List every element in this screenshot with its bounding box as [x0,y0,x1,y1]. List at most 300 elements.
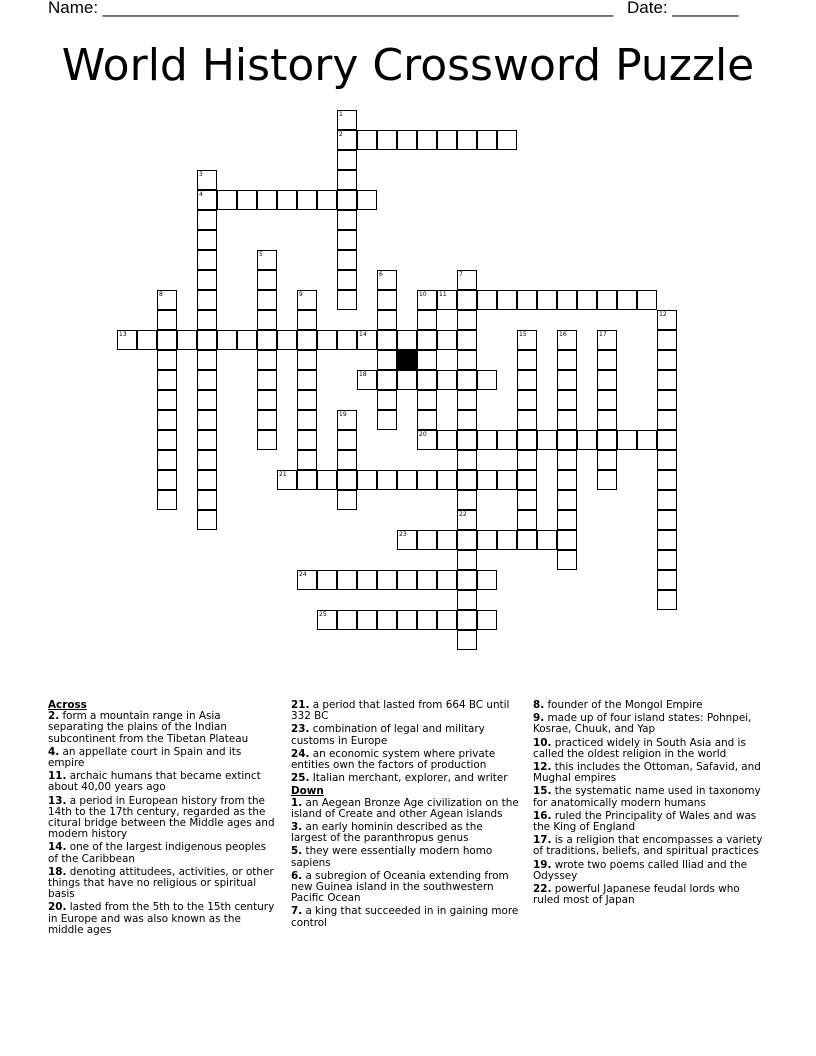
crossword-cell[interactable] [337,230,357,250]
crossword-cell[interactable] [157,470,177,490]
clue-text: ruled the Principality of Wales and was the King of England [533,809,757,834]
crossword-cell[interactable] [197,370,217,390]
crossword-cell[interactable] [197,230,217,250]
crossword-cell[interactable] [377,310,397,330]
crossword-cell[interactable] [517,530,537,550]
crossword-cell[interactable] [577,430,597,450]
crossword-cell[interactable] [317,610,337,630]
crossword-cell[interactable] [657,590,677,610]
crossword-cell[interactable] [297,310,317,330]
crossword-cell[interactable] [457,630,477,650]
crossword-cell[interactable] [657,490,677,510]
crossword-cell[interactable] [657,450,677,470]
crossword-cell[interactable] [417,470,437,490]
crossword-cell[interactable] [197,350,217,370]
clue-text: this includes the Ottoman, Safavid, and Mughal empires [533,761,761,785]
crossword-cell[interactable] [297,330,317,350]
crossword-cell[interactable] [637,290,657,310]
clue-number: 16 [559,331,567,338]
crossword-cell[interactable] [657,410,677,430]
crossword-cell[interactable] [337,410,357,430]
crossword-cell[interactable] [157,310,177,330]
crossword-cell[interactable] [337,170,357,190]
crossword-cell[interactable] [197,270,217,290]
crossword-cell[interactable] [157,370,177,390]
crossword-cell[interactable] [377,290,397,310]
crossword-cell[interactable] [197,450,217,470]
clue-number-label: 9. [533,712,545,725]
clue-text: an economic system where private entities own the factors of production [291,747,496,772]
crossword-cell[interactable] [557,370,577,390]
crossword-cell[interactable] [337,450,357,470]
clue-number-label: 13. [48,794,67,807]
clue-number-label: 24. [291,747,310,760]
clue-number-label: 7. [291,905,303,918]
crossword-cell[interactable] [337,210,357,230]
crossword-cell[interactable] [537,530,557,550]
crossword-cell[interactable] [297,190,317,210]
crossword-cell[interactable] [157,410,177,430]
crossword-cell[interactable] [397,530,417,550]
crossword-cell[interactable] [417,330,437,350]
crossword-cell[interactable] [257,270,277,290]
crossword-cell[interactable] [337,250,357,270]
crossword-cell[interactable] [277,190,297,210]
crossword-cell[interactable] [257,430,277,450]
crossword-cell[interactable] [337,270,357,290]
crossword-cell[interactable] [497,130,517,150]
crossword-cell[interactable] [297,390,317,410]
crossword-cell[interactable] [557,510,577,530]
crossword-cell[interactable] [417,310,437,330]
crossword-cell[interactable] [197,170,217,190]
crossword-cell[interactable] [157,290,177,310]
clue-text: a period in European history from the 14th to the 17th century, regarded as the citural bridge between the Middle ages and modern history [48,794,275,841]
clue-number-label: 20. [48,901,67,914]
crossword-cell[interactable] [377,350,397,370]
crossword-cell[interactable] [217,330,237,350]
clue-text: they were essentially modern homo sapiens [291,845,493,869]
crossword-cell[interactable] [377,570,397,590]
crossword-cell[interactable] [497,290,517,310]
crossword-cell[interactable] [337,610,357,630]
clue-text: powerful Japanese feudal lords who ruled most of Japan [533,883,740,907]
clue-number-label: 14. [48,841,67,854]
crossword-cell[interactable] [277,330,297,350]
crossword-cell[interactable] [457,530,477,550]
crossword-cell[interactable] [157,490,177,510]
crossword-cell[interactable] [437,610,457,630]
clue-number: 9 [299,291,303,298]
crossword-cell[interactable] [657,570,677,590]
crossword-cell[interactable] [397,130,417,150]
clue-item [291,822,519,844]
crossword-cell[interactable] [297,430,317,450]
crossword-cell[interactable] [657,390,677,410]
crossword-cell[interactable] [337,110,357,130]
crossword-cell[interactable] [297,370,317,390]
crossword-cell[interactable] [237,190,257,210]
crossword-cell[interactable] [597,350,617,370]
crossword-cell[interactable] [117,330,137,350]
crossword-cell[interactable] [317,570,337,590]
clue-item [48,711,276,745]
crossword-cell[interactable] [457,310,477,330]
clue-number: 3 [199,171,203,178]
crossword-cell[interactable] [417,570,437,590]
clue-item [533,786,765,808]
crossword-cell[interactable] [557,450,577,470]
crossword-cell[interactable] [497,430,517,450]
crossword-cell[interactable] [337,470,357,490]
crossword-cell[interactable] [457,130,477,150]
crossword-cell[interactable] [477,570,497,590]
crossword-cell[interactable] [457,270,477,290]
crossword-cell[interactable] [437,530,457,550]
crossword-cell[interactable] [457,510,477,530]
crossword-cell[interactable] [397,370,417,390]
crossword-cell[interactable] [557,490,577,510]
crossword-cell[interactable] [557,350,577,370]
crossword-cell[interactable] [337,190,357,210]
crossword-cell[interactable] [357,330,377,350]
crossword-cell[interactable] [357,610,377,630]
clue-number-label: 4. [48,745,60,758]
crossword-cell[interactable] [257,410,277,430]
crossword-cell[interactable] [197,310,217,330]
crossword-cell[interactable] [417,610,437,630]
crossword-cell[interactable] [597,410,617,430]
crossword-cell[interactable] [657,510,677,530]
crossword-cell[interactable] [197,190,217,210]
crossword-cell[interactable] [157,430,177,450]
crossword-cell[interactable] [337,570,357,590]
crossword-cell[interactable] [257,390,277,410]
crossword-cell[interactable] [657,370,677,390]
clue-text: a king that succeeded in in gaining more control [291,905,519,929]
crossword-cell[interactable] [657,330,677,350]
crossword-cell[interactable] [397,610,417,630]
crossword-cell[interactable] [337,330,357,350]
crossword-cell[interactable] [437,470,457,490]
crossword-cell[interactable] [657,430,677,450]
crossword-cell[interactable] [317,330,337,350]
crossword-cell[interactable] [557,410,577,430]
crossword-cell[interactable] [397,330,417,350]
crossword-cell[interactable] [497,470,517,490]
crossword-cell[interactable] [197,410,217,430]
crossword-cell[interactable] [197,430,217,450]
crossword-cell[interactable] [477,470,497,490]
crossword-cell[interactable] [657,310,677,330]
crossword-cell[interactable] [157,390,177,410]
clue-number: 20 [419,431,427,438]
crossword-cell[interactable] [537,290,557,310]
crossword-cell[interactable] [297,410,317,430]
crossword-cell[interactable] [257,370,277,390]
crossword-cell[interactable] [597,370,617,390]
crossword-cell[interactable] [557,470,577,490]
crossword-cell[interactable] [377,610,397,630]
crossword-cell[interactable] [517,470,537,490]
clues-column-1 [48,700,276,938]
crossword-cell[interactable] [237,330,257,350]
crossword-cell[interactable] [477,610,497,630]
crossword-cell[interactable] [157,330,177,350]
crossword-cell[interactable] [337,430,357,450]
crossword-cell[interactable] [277,470,297,490]
clue-text: archaic humans that became extinct about 40,00 years ago [48,770,261,794]
name-field[interactable]: Name: ______________________________________________________ [48,0,614,17]
crossword-cell[interactable] [437,430,457,450]
clue-number: 22 [459,511,467,518]
crossword-cell[interactable] [657,470,677,490]
crossword-cell[interactable] [257,350,277,370]
clue-number: 6 [379,271,383,278]
crossword-cell[interactable] [557,530,577,550]
crossword-cell[interactable] [357,570,377,590]
clue-number: 25 [319,611,327,618]
crossword-cell[interactable] [457,610,477,630]
clue-item [48,796,276,841]
crossword-cell[interactable] [197,290,217,310]
clue-text: a subregion of Oceania extending from new Guinea island in the southwestern Pacific Ocean [291,869,509,905]
crossword-cell[interactable] [357,130,377,150]
crossword-cell[interactable] [517,370,537,390]
crossword-cell[interactable] [197,510,217,530]
crossword-cell[interactable] [477,530,497,550]
crossword-cell[interactable] [477,430,497,450]
crossword-cell[interactable] [557,330,577,350]
clue-number-label: 11. [48,770,67,783]
clue-number: 2 [339,131,343,138]
clue-number-label: 5. [291,845,303,858]
crossword-cell[interactable] [637,430,657,450]
crossword-cell[interactable] [417,410,437,430]
crossword-cell[interactable] [257,250,277,270]
clue-number-label: 19. [533,858,552,871]
crossword-cell[interactable] [297,350,317,370]
crossword-cell[interactable] [257,290,277,310]
crossword-cell[interactable] [517,350,537,370]
clue-item [291,798,519,820]
clue-item [48,747,276,769]
crossword-cell[interactable] [517,430,537,450]
crossword-cell[interactable] [337,490,357,510]
clue-text: practiced widely in South Asia and is called the oldest religion in the world [533,736,746,760]
clue-number: 11 [439,291,447,298]
crossword-cell[interactable] [297,570,317,590]
crossword-cell[interactable] [457,430,477,450]
crossword-cell[interactable] [517,390,537,410]
crossword-cell[interactable] [377,370,397,390]
crossword-cell[interactable] [457,290,477,310]
crossword-cell[interactable] [177,330,197,350]
crossword-cell[interactable] [457,330,477,350]
crossword-cell[interactable] [417,390,437,410]
crossword-cell[interactable] [557,290,577,310]
clue-item [533,860,765,882]
crossword-cell[interactable] [357,370,377,390]
crossword-cell[interactable] [457,450,477,470]
clue-number: 17 [599,331,607,338]
crossword-cell[interactable] [457,390,477,410]
crossword-cell[interactable] [197,490,217,510]
crossword-cell[interactable] [597,390,617,410]
clue-text: form a mountain range in Asia separating the plains of the Indian subcontinent from the Tibetan Plateau [48,710,249,745]
crossword-cell[interactable] [617,290,637,310]
crossword-cell[interactable] [557,430,577,450]
crossword-cell[interactable] [197,210,217,230]
crossword-cell[interactable] [457,550,477,570]
clue-item [533,713,765,735]
clue-number: 15 [519,331,527,338]
crossword-cell[interactable] [417,350,437,370]
clue-number: 7 [459,271,463,278]
clue-number-label: 16. [533,809,552,822]
clue-text: an appellate court in Spain and its empire [48,745,242,770]
crossword-cell[interactable] [377,410,397,430]
crossword-cell[interactable] [517,490,537,510]
clue-text: the systematic name used in taxonomy for anatomically modern humans [533,785,761,809]
crossword-cell[interactable] [457,570,477,590]
crossword-cell[interactable] [377,270,397,290]
crossword-cell[interactable] [417,370,437,390]
crossword-cell[interactable] [457,370,477,390]
crossword-cell[interactable] [257,330,277,350]
clues-column-3 [533,700,765,908]
crossword-cell[interactable] [417,530,437,550]
crossword-cell[interactable] [497,530,517,550]
clue-text: wrote two poems called Iliad and the Odyssey [533,858,747,882]
crossword-cell[interactable] [297,450,317,470]
crossword-cell[interactable] [337,130,357,150]
clue-number-label: 8. [533,699,545,711]
clue-number: 5 [259,251,263,258]
clue-text: one of the largest indigenous peoples of the Caribbean [48,841,266,865]
crossword-cell[interactable] [437,130,457,150]
crossword-cell[interactable] [617,430,637,450]
clue-text: an Aegean Bronze Age civilization on the island of Create and other Agean islands [291,796,519,820]
crossword-cell[interactable] [597,450,617,470]
crossword-cell[interactable] [377,470,397,490]
crossword-cell[interactable] [157,450,177,470]
crossword-cell[interactable] [297,290,317,310]
clue-item [533,835,765,857]
crossword-cell[interactable] [417,430,437,450]
crossword-cell[interactable] [317,190,337,210]
crossword-cell[interactable] [417,290,437,310]
crossword-cell[interactable] [597,330,617,350]
crossword-cell[interactable] [437,330,457,350]
clue-text: founder of the Mongol Empire [544,699,703,711]
clue-number: 18 [359,371,367,378]
crossword-cell[interactable] [457,350,477,370]
crossword-cell[interactable] [357,470,377,490]
clue-item [533,700,765,711]
clue-number: 23 [399,531,407,538]
clue-text: lasted from the 5th to the 15th century in Europe and was also known as the middle ages [48,901,275,936]
crossword-cell[interactable] [457,470,477,490]
crossword-cell[interactable] [517,510,537,530]
crossword-cell[interactable] [197,390,217,410]
clue-number: 21 [279,471,287,478]
crossword-cell[interactable] [477,370,497,390]
crossword-cell[interactable] [257,310,277,330]
crossword-cell[interactable] [337,150,357,170]
crossword-cell[interactable] [417,130,437,150]
crossword-cell[interactable] [437,290,457,310]
crossword-cell[interactable] [477,130,497,150]
clue-number-label: 2. [48,710,60,723]
crossword-cell[interactable] [597,290,617,310]
crossword-cell[interactable] [517,330,537,350]
crossword-cell[interactable] [597,470,617,490]
crossword-cell[interactable] [457,410,477,430]
clue-item [533,762,765,784]
crossword-cell[interactable] [137,330,157,350]
crossword-cell[interactable] [557,390,577,410]
clue-item [291,700,519,722]
crossword-cell[interactable] [597,430,617,450]
crossword-cell[interactable] [217,190,237,210]
crossword-cell[interactable] [397,470,417,490]
crossword-cell[interactable] [537,430,557,450]
crossword-cell[interactable] [197,470,217,490]
crossword-cell[interactable] [377,130,397,150]
crossword-cell[interactable] [517,410,537,430]
crossword-cell[interactable] [317,470,337,490]
crossword-cell[interactable] [437,570,457,590]
clue-number: 13 [119,331,127,338]
crossword-cell[interactable] [377,330,397,350]
crossword-cell[interactable] [197,330,217,350]
crossword-cell[interactable] [457,490,477,510]
black-square [397,350,417,370]
clue-text: made up of four island states: Pohnpei, Kosrae, Chuuk, and Yap [533,712,752,736]
crossword-cell[interactable] [357,190,377,210]
crossword-cell[interactable] [657,530,677,550]
clue-item [533,811,765,833]
crossword-cell[interactable] [437,370,457,390]
crossword-cell[interactable] [557,550,577,570]
date-field[interactable]: Date: _______ [627,0,739,17]
crossword-cell[interactable] [197,250,217,270]
crossword-cell[interactable] [517,450,537,470]
crossword-cell[interactable] [257,190,277,210]
crossword-cell[interactable] [337,290,357,310]
clue-text: an early hominin described as the largest of the paranthropus genus [291,821,483,845]
crossword-cell[interactable] [517,290,537,310]
clue-number-label: 25. [291,772,310,785]
clue-item [48,771,276,793]
crossword-cell[interactable] [377,390,397,410]
clue-number-label: 10. [533,736,552,749]
crossword-cell[interactable] [657,350,677,370]
crossword-cell[interactable] [457,590,477,610]
clue-number-label: 6. [291,869,303,882]
crossword-cell[interactable] [477,290,497,310]
clue-number: 8 [159,291,163,298]
clue-number-label: 23. [291,723,310,736]
crossword-cell[interactable] [157,350,177,370]
crossword-cell[interactable] [297,470,317,490]
crossword-cell[interactable] [577,290,597,310]
crossword-cell[interactable] [397,570,417,590]
clue-number-label: 18. [48,865,67,878]
clue-number: 4 [199,191,203,198]
crossword-cell[interactable] [657,550,677,570]
